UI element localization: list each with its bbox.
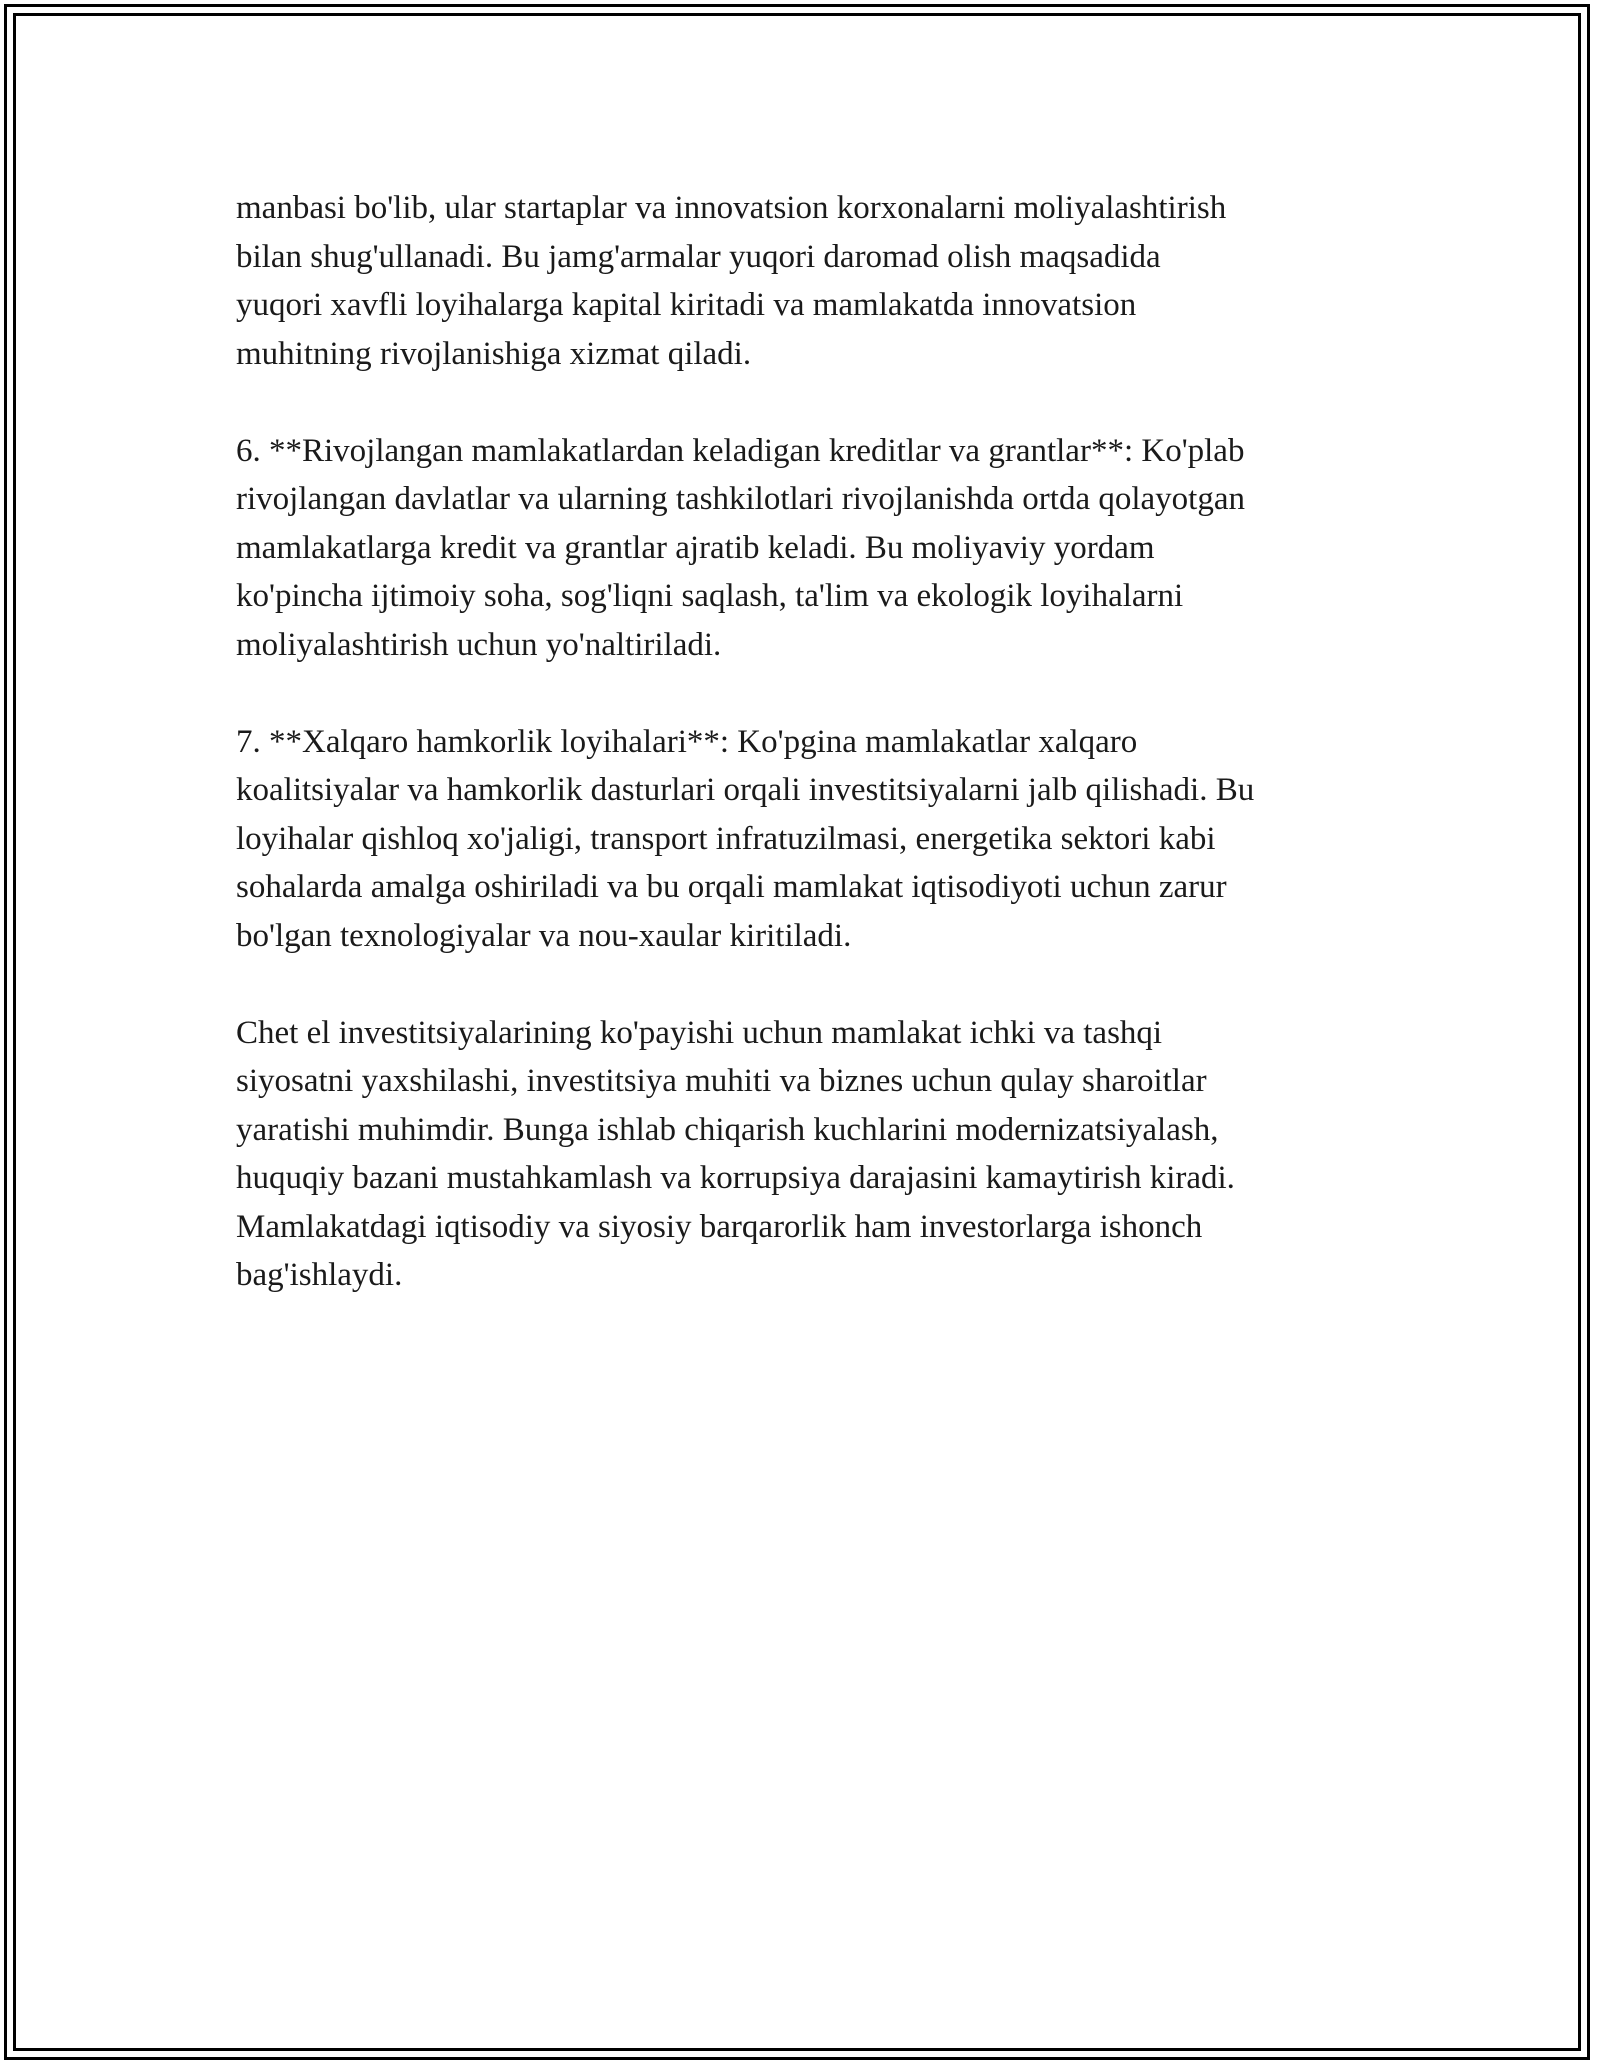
text-line: siyosatni yaxshilashi, investitsiya muhiti va biznes uchun qulay sharoitlar (236, 1063, 1207, 1099)
text-line: bo'lgan texnologiyalar va nou-xaular kiritiladi. (236, 917, 852, 954)
paragraph-venture-funds (236, 184, 1386, 378)
text-line: Mamlakatdagi iqtisodiy va siyosiy barqarorlik ham investorlarga ishonch (236, 1208, 1203, 1245)
text-line: yuqori xavfli loyihalarga kapital kiritadi va mamlakatda innovatsion (236, 287, 1137, 323)
text-line: mamlakatlarga kredit va grantlar ajratib keladi. Bu moliyaviy yordam (236, 529, 1155, 566)
text-line: bag'ishlaydi. (236, 1257, 403, 1293)
text-line: moliyalashtirish uchun yo'naltiriladi. (236, 626, 722, 663)
text-line: rivojlangan davlatlar va ularning tashkilotlari rivojlanishda ortda qolayotgan (236, 481, 1245, 517)
paragraph-item-6 (236, 427, 1386, 670)
text-line: sohalarda amalga oshiriladi va bu orqali mamlakat iqtisodiyoti uchun zarur (236, 869, 1227, 905)
text-line: koalitsiyalar va hamkorlik dasturlari orqali investitsiyalarni jalb qilishadi. Bu (236, 772, 1255, 808)
text-line: 6. **Rivojlangan mamlakatlardan keladigan kreditlar va grantlar**: Ko'plab (236, 432, 1245, 469)
text-line: huquqiy bazani mustahkamlash va korrupsiya darajasini kamaytirish kiradi. (236, 1160, 1235, 1196)
text-line: manbasi bo'lib, ular startaplar va innovatsion korxonalarni moliyalashtirish (236, 190, 1227, 226)
document-body (236, 184, 1386, 1348)
text-line: bilan shug'ullanadi. Bu jamg'armalar yuqori daromad olish maqsadida (236, 238, 1161, 275)
text-line: muhitning rivojlanishiga xizmat qiladi. (236, 335, 752, 372)
paragraph-item-7 (236, 718, 1386, 961)
text-line: 7. **Xalqaro hamkorlik loyihalari**: Ko'pgina mamlakatlar xalqaro (236, 723, 1138, 760)
text-line: yaratishi muhimdir. Bunga ishlab chiqarish kuchlarini modernizatsiyalash, (236, 1111, 1219, 1148)
text-line: loyihalar qishloq xo'jaligi, transport infratuzilmasi, energetika sektori kabi (236, 820, 1216, 857)
text-line: ko'pincha ijtimoiy soha, sog'liqni saqlash, ta'lim va ekologik loyihalarni (236, 578, 1184, 614)
text-line: Chet el investitsiyalarining ko'payishi uchun mamlakat ichki va tashqi (236, 1014, 1163, 1051)
paragraph-conclusion (236, 1009, 1386, 1300)
